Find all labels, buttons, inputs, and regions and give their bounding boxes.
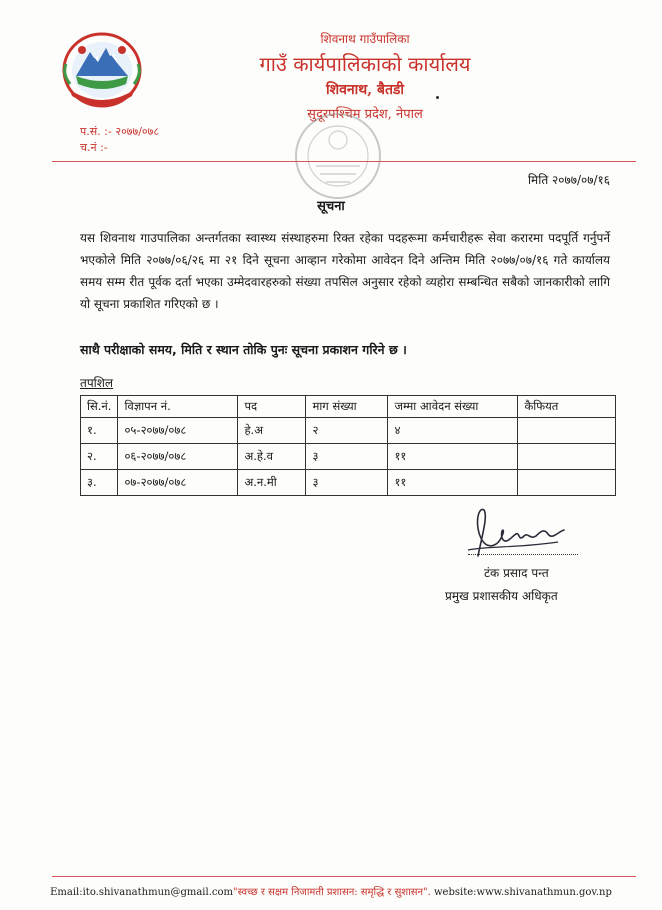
notice-body: यस शिवनाथ गाउपालिका अन्तर्गतका स्वास्थ्य संस्थाहरुमा रिक्त रहेका पदहरूमा कर्मचारीहरू सेवा करारमा पदपूर्ति गर्नुपर्ने भएकोले मिति २०७७/०६/२६ मा २१ दिने सूचना आव्हान गरेकोमा आवेदन दिने अन्तिम मिति २०७७/०७/१६ गते कार्यालय समय सम्म रीत पूर्वक दर्ता भएका उम्मेदवारहरुको संख्या तपसिल अनुसार रहेको व्यहोरा सम्बन्धित सबैको जानकारीको लागि यो सूचना प्रकाशित गरिएको छ । [80,231,610,311]
cell-serial: १. [81,418,118,444]
header-serial: सि.नं. [81,396,118,418]
cell-post: हे.अ [238,418,306,444]
office-location: शिवनाथ, बैतडी [325,82,405,98]
cell-applications-total: ११ [388,444,518,470]
notice-followup: साथै परीक्षाको समय, मिति र स्थान तोकि पुनः सूचना प्रकाशन गरिने छ । [80,342,407,357]
notice-title: सूचना [317,199,345,214]
municipality-name: शिवनाथ गाउँपालिका [320,32,410,46]
table-row [81,444,616,470]
signatory-name: टंक प्रसाद पन्त [484,566,549,580]
cell-post: अ.न.मी [238,470,306,496]
cell-post: अ.हे.व [238,444,306,470]
header-applications-total: जम्मा आवेदन संख्या [388,396,518,418]
header-post: पद [238,396,306,418]
cell-demand-count: ३ [306,470,388,496]
dispatch-number: च.नं :- [80,141,108,154]
footer-slogan: "स्वच्छ र सक्षम निजामती प्रशासन: समृद्धि र सुशासन". [232,887,431,898]
office-stamp-icon [292,110,384,202]
header-demand-count: माग संख्या [306,396,388,418]
cell-demand-count: ३ [306,444,388,470]
office-name: गाउँ कार्यपालिकाको कार्यालय [259,52,471,76]
reference-block [80,124,159,156]
footer [0,884,662,898]
cell-ad-number: ०६-२०७७/०७८ [118,444,238,470]
signature-line [468,554,578,555]
cell-remarks [518,444,616,470]
cell-serial: २. [81,444,118,470]
letter-number: प.सं. :- २०७७/०७८ [80,125,160,138]
footer-website: website:www.shivanathmun.gov.np [434,887,612,898]
applicants-table [80,395,616,496]
cell-ad-number: ०५-२०७७/०७८ [118,418,238,444]
cell-remarks [518,470,616,496]
nepal-emblem-icon [60,30,144,110]
cell-applications-total: ११ [388,470,518,496]
footer-divider [52,876,636,877]
table-row [81,470,616,496]
cell-applications-total: ४ [388,418,518,444]
notice-date: मिति २०७७/०७/१६ [527,173,610,187]
table-header-row [81,396,616,418]
table-caption: तपशिल [80,376,114,390]
cell-demand-count: २ [306,418,388,444]
header-remarks: कैफियत [518,396,616,418]
cell-ad-number: ०७-२०७७/०७८ [118,470,238,496]
table-row [81,418,616,444]
footer-email: Email:ito.shivanathmun@gmail.com [50,887,233,898]
cell-remarks [518,418,616,444]
province-country: सुदूरपश्चिम प्रदेश, नेपाल [307,107,423,122]
header-divider [52,161,636,162]
cell-serial: ३. [81,470,118,496]
stray-dot [436,96,439,99]
signatory-title: प्रमुख प्रशासकीय अधिकृत [445,589,558,603]
header-ad-number: विज्ञापन नं. [118,396,238,418]
